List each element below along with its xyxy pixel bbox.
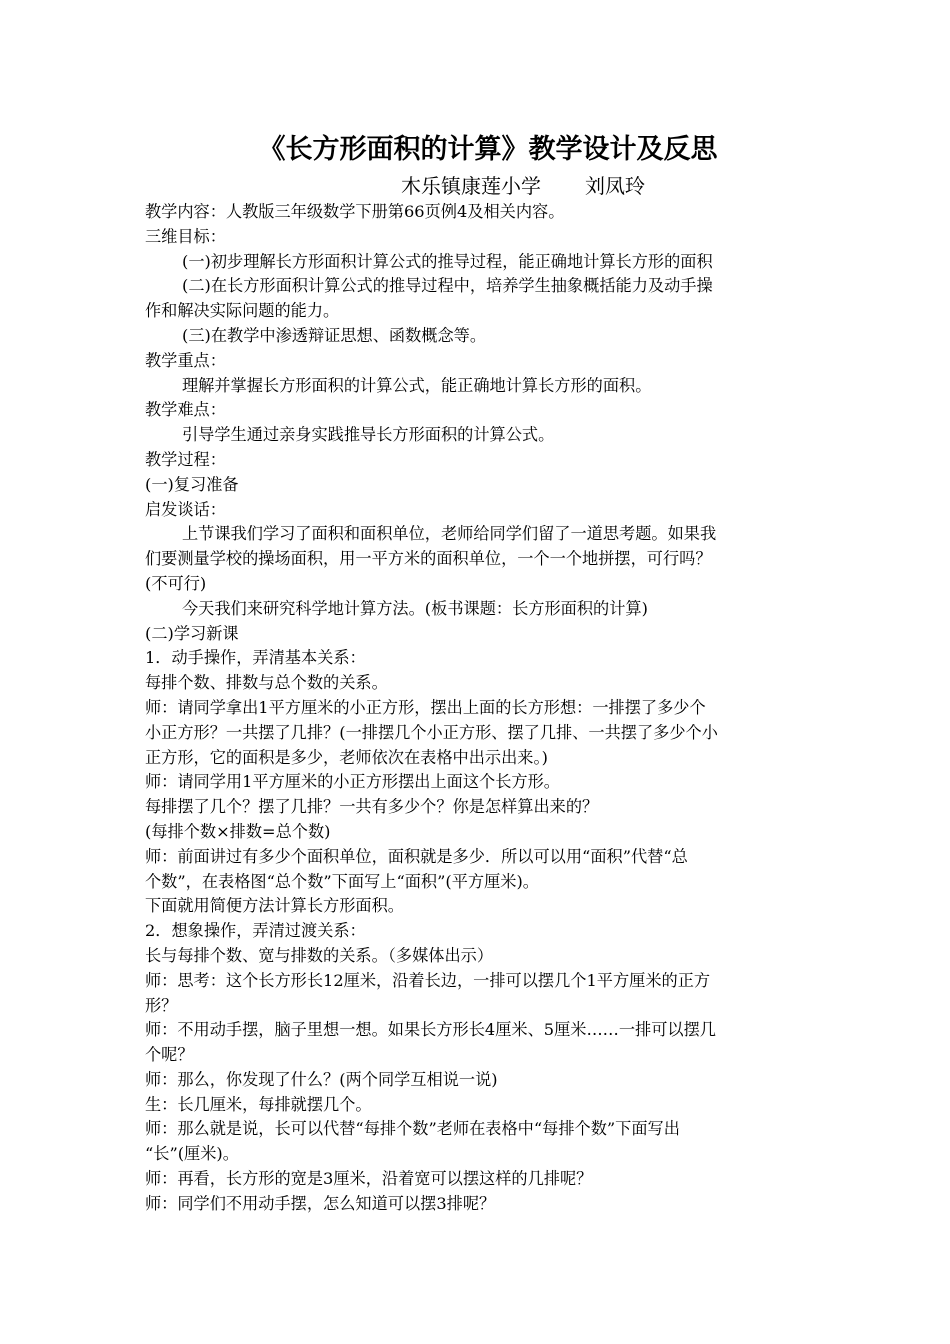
text-line: 师：再看，长方形的宽是3厘米，沿着宽可以摆这样的几排呢？ [145,1169,593,1189]
text-line: 2．想象操作，弄清过渡关系： [145,921,366,941]
text-line: 1．动手操作，弄清基本关系： [145,648,366,668]
text-line: 师：请同学拿出1平方厘米的小正方形，摆出上面的长方形想：一排摆了多少个 [145,697,706,717]
text-line: 师：那么就是说，长可以代替“每排个数”老师在表格中“每排个数”下面写出 [145,1119,680,1139]
text-line: 个数”，在表格图“总个数”下面写上“面积”(平方厘米)。 [145,871,539,891]
text-line: 师：同学们不用动手摆，怎么知道可以摆3排呢？ [145,1193,496,1213]
text-line: 启发谈话： [145,499,226,519]
document-title: 《长方形面积的计算》教学设计及反思 [258,134,718,165]
text-line: 正方形，它的面积是多少，老师依次在表格中出示出来。) [145,747,548,767]
text-line: 理解并掌握长方形面积的计算公式，能正确地计算长方形的面积。 [182,375,652,395]
text-line: (二)在长方形面积计算公式的推导过程中，培养学生抽象概括能力及动手操 [182,276,713,296]
text-line: 引导学生通过亲身实践推导长方形面积的计算公式。 [182,425,555,445]
text-line: (一)复习准备 [145,474,239,494]
document-page [145,128,813,1217]
text-line: 师：不用动手摆，脑子里想一想。如果长方形长4厘米、5厘米……一排可以摆几 [145,1020,716,1040]
document-body [145,200,813,1217]
text-line: 师：那么，你发现了什么？(两个同学互相说一说) [145,1069,498,1089]
text-line: (不可行) [145,573,207,593]
text-line: 教学过程： [145,449,226,469]
text-line: 们要测量学校的操场面积，用一平方米的面积单位，一个一个地拼摆，可行吗？ [145,549,712,569]
text-line: (一)初步理解长方形面积计算公式的推导过程，能正确地计算长方形的面积 [182,251,713,271]
text-line: 小正方形？一共摆了几排？(一排摆几个小正方形、摆了几排、一共摆了多少个小 [145,722,718,742]
text-line: 下面就用简便方法计算长方形面积。 [145,896,404,916]
text-line: 形？ [145,995,178,1015]
text-line: 长与每排个数、宽与排数的关系。（多媒体出示） [145,945,494,965]
text-line: (每排个数×排数=总个数) [145,821,331,841]
text-line: 生：长几厘米，每排就摆几个。 [145,1094,372,1114]
text-line: 每排个数、排数与总个数的关系。 [145,673,388,693]
text-line: 三维目标： [145,226,226,246]
text-line: “长”(厘米)。 [145,1144,239,1164]
byline [145,172,813,200]
school-name: 木乐镇康莲小学 [401,174,541,198]
text-line: 个呢？ [145,1045,194,1065]
text-line: 作和解决实际问题的能力。 [145,301,340,321]
text-line: 教学难点： [145,400,226,420]
text-line: 教学内容：人教版三年级数学下册第66页例4及相关内容。 [145,202,565,221]
text-line: 师：思考：这个长方形长12厘米，沿着长边，一排可以摆几个1平方厘米的正方 [145,970,711,990]
text-line: (三)在教学中渗透辩证思想、函数概念等。 [182,325,487,345]
author-name: 刘凤玲 [585,174,645,198]
text-line: 教学重点： [145,350,226,370]
text-line: 上节课我们学习了面积和面积单位，老师给同学们留了一道思考题。如果我 [182,524,717,544]
text-line: 师：请同学用1平方厘米的小正方形摆出上面这个长方形。 [145,772,560,792]
text-line: 今天我们来研究科学地计算方法。(板书课题：长方形面积的计算) [182,598,648,618]
text-line: 每排摆了几个？摆了几排？一共有多少个？你是怎样算出来的？ [145,797,599,817]
text-line: (二)学习新课 [145,623,239,643]
text-line: 师：前面讲过有多少个面积单位，面积就是多少．所以可以用“面积”代替“总 [145,846,688,866]
